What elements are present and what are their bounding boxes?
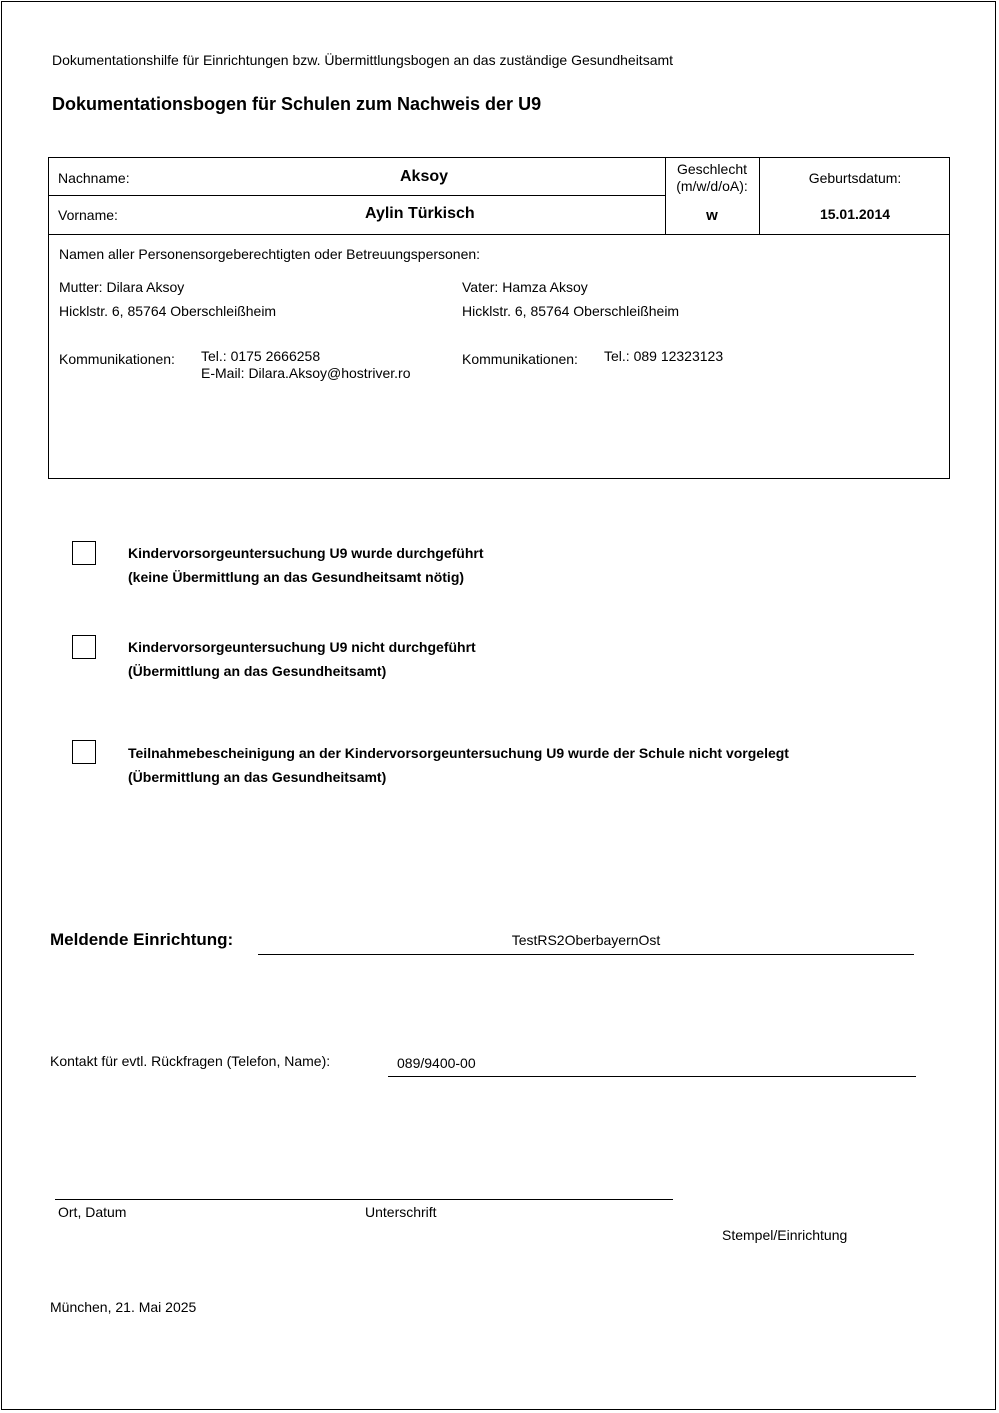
father-name: Vater: Hamza Aksoy <box>462 279 588 295</box>
lastname-value: Aksoy <box>400 168 449 185</box>
option-not-presented-text <box>128 741 789 789</box>
document-title: Dokumentationsbogen für Schulen zum Nachweis der U9 <box>52 94 542 114</box>
option-line2: (Übermittlung an das Gesundheitsamt) <box>128 769 387 785</box>
option-line1: Kindervorsorgeuntersuchung U9 wurde durchgeführt <box>128 545 484 561</box>
father-comm-label: Kommunikationen: <box>462 351 578 367</box>
mother-name: Mutter: Dilara Aksoy <box>59 279 185 295</box>
birthdate-value: 15.01.2014 <box>819 206 891 222</box>
option-line1: Kindervorsorgeuntersuchung U9 nicht durchgeführt <box>128 639 476 655</box>
option-line1: Teilnahmebescheinigung an der Kindervorsorgeuntersuchung U9 wurde der Schule nicht vorgelegt <box>128 745 789 761</box>
option-line2: (keine Übermittlung an das Gesundheitsamt nötig) <box>128 569 465 585</box>
gender-label <box>665 161 759 195</box>
contact-label: Kontakt für evtl. Rückfragen (Telefon, Name): <box>50 1053 331 1069</box>
firstname-value: Aylin Türkisch <box>365 205 475 222</box>
reporting-value: TestRS2OberbayernOst <box>511 932 661 948</box>
mother-email: E-Mail: Dilara.Aksoy@hostriver.ro <box>201 365 411 381</box>
stamp-label: Stempel/Einrichtung <box>722 1227 848 1243</box>
guardians-heading: Namen aller Personensorgeberechtigten oder Betreuungspersonen: <box>59 246 481 262</box>
place-date-label: Ort, Datum <box>58 1204 127 1220</box>
footer-place-date: München, 21. Mai 2025 <box>50 1299 197 1315</box>
contact-value: 089/9400-00 <box>397 1055 476 1071</box>
father-phone: Tel.: 089 12323123 <box>604 348 724 364</box>
option-not-performed-text <box>128 635 476 683</box>
option-checkbox-performed[interactable] <box>72 541 96 565</box>
birthdate-label: Geburtsdatum: <box>808 170 902 186</box>
father-address: Hicklstr. 6, 85764 Oberschleißheim <box>462 303 680 319</box>
option-performed-text <box>128 541 483 589</box>
option-line2: (Übermittlung an das Gesundheitsamt) <box>128 663 387 679</box>
table-divider <box>759 157 760 235</box>
table-divider <box>48 195 665 196</box>
mother-address: Hicklstr. 6, 85764 Oberschleißheim <box>59 303 277 319</box>
document-subtitle: Dokumentationshilfe für Einrichtungen bzw. Übermittlungsbogen an das zuständige Gesundheitsamt <box>52 52 674 68</box>
contact-underline <box>388 1076 916 1077</box>
table-divider <box>48 234 950 235</box>
firstname-label: Vorname: <box>58 207 118 223</box>
signature-line <box>55 1199 673 1200</box>
gender-label-line1: Geschlecht <box>676 161 748 177</box>
option-checkbox-not-presented[interactable] <box>72 740 96 764</box>
mother-phone: Tel.: 0175 2666258 <box>201 348 321 364</box>
option-checkbox-not-performed[interactable] <box>72 635 96 659</box>
lastname-label: Nachname: <box>58 170 130 186</box>
gender-value: w <box>706 207 718 224</box>
mother-comm-label: Kommunikationen: <box>59 351 175 367</box>
reporting-label: Meldende Einrichtung: <box>50 930 234 949</box>
reporting-underline <box>258 954 914 955</box>
gender-label-line2: (m/w/d/oA): <box>676 178 748 194</box>
signature-label: Unterschrift <box>365 1204 437 1220</box>
